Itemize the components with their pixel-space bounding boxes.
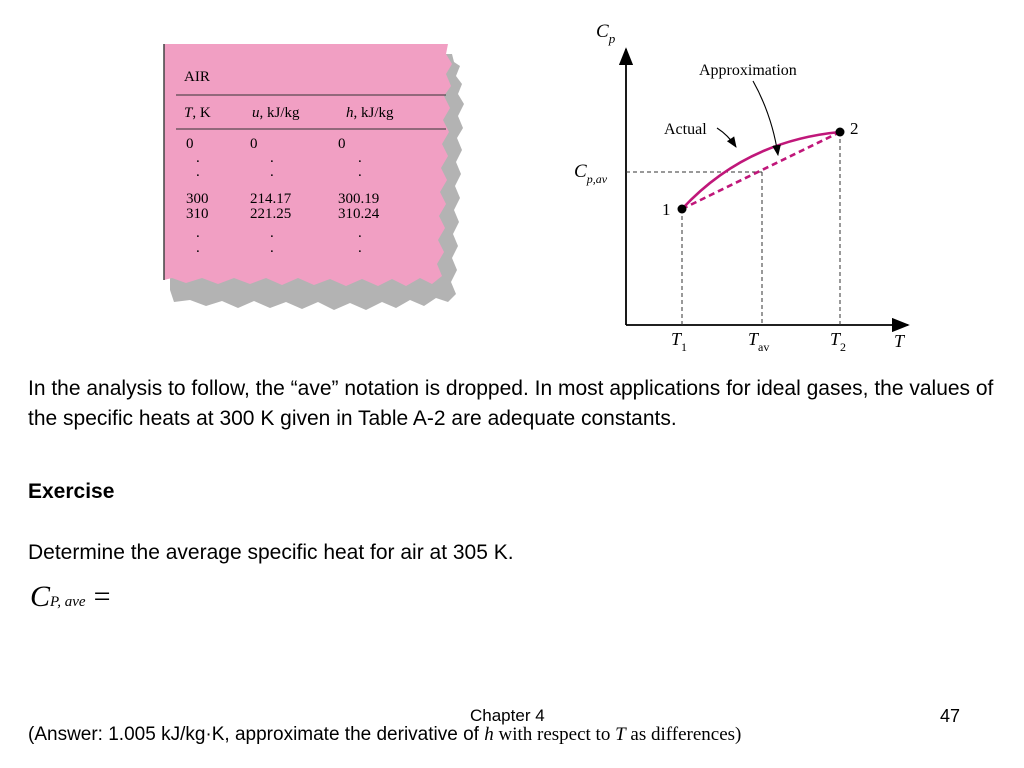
table-cell: 310 <box>186 206 209 222</box>
table-cell: . <box>270 150 274 166</box>
table-header-t: T, K <box>184 105 211 121</box>
table-cell: 221.25 <box>250 206 292 222</box>
chapter-label: Chapter 4 <box>470 706 545 725</box>
table-cell: 214.17 <box>250 191 292 207</box>
table-cell: . <box>196 240 200 256</box>
answer-note <box>28 724 741 746</box>
tick-t2: $T_2$ <box>830 329 847 354</box>
point-1 <box>678 205 687 214</box>
table-cell: . <box>270 225 274 241</box>
answer-h: h <box>484 724 494 745</box>
table-cell: 0 <box>186 136 194 152</box>
equation-subscript: P, ave <box>50 594 86 610</box>
answer-t: T <box>615 724 626 745</box>
table-cell: 0 <box>338 136 346 152</box>
cp-vs-t-graph <box>560 15 920 365</box>
tick-t1: $T_1$ <box>671 329 688 354</box>
table-cell: . <box>358 240 362 256</box>
cp-av-label: $C_{p,av}$ <box>574 161 608 186</box>
table-cell: . <box>196 150 200 166</box>
cp-ave-equation <box>30 580 110 614</box>
tick-tav: $T_{av}$ <box>748 329 770 354</box>
y-axis-label: $C_p$ <box>596 21 616 46</box>
table-cell: . <box>358 225 362 241</box>
table-cell: . <box>270 240 274 256</box>
table-header-u: u, kJ/kg <box>252 105 300 121</box>
actual-annotation: Actual <box>664 121 707 138</box>
table-cell: . <box>196 164 200 180</box>
approximation-arrow <box>753 81 778 155</box>
answer-text-1: (Answer: 1.005 kJ/kg·K, approximate the derivative of <box>28 724 485 745</box>
table-cell: 310.24 <box>338 206 380 222</box>
table-cell: 300.19 <box>338 191 380 207</box>
table-cell: . <box>358 164 362 180</box>
table-cell: . <box>196 225 200 241</box>
table-cell: . <box>270 164 274 180</box>
table-cell: 300 <box>186 191 209 207</box>
point-2-label: 2 <box>850 119 859 138</box>
exercise-heading: Exercise <box>28 480 115 503</box>
point-1-label: 1 <box>662 200 671 219</box>
equation-equals: = <box>93 580 111 613</box>
answer-text-3: as differences) <box>625 724 742 745</box>
table-header-h: h, kJ/kg <box>346 105 394 121</box>
table-title: AIR <box>184 69 210 85</box>
actual-arrow <box>717 128 736 147</box>
equation-symbol: C <box>30 580 51 613</box>
actual-curve <box>682 132 840 209</box>
table-cell: . <box>358 150 362 166</box>
air-property-table <box>160 40 470 315</box>
point-2 <box>836 128 845 137</box>
approximation-line <box>682 132 840 209</box>
page-number: 47 <box>940 706 961 726</box>
table-cell: 0 <box>250 136 258 152</box>
answer-text-2: with respect to <box>493 724 616 745</box>
x-axis-label: T <box>894 331 905 351</box>
approximation-annotation: Approximation <box>699 62 797 79</box>
explanation-paragraph: In the analysis to follow, the “ave” notation is dropped. In most applications for ideal gases, the values of the specific heats at 300 K given in Table A-2 are adequate constants. <box>28 377 994 430</box>
exercise-question: Determine the average specific heat for air at 305 K. <box>28 541 514 564</box>
